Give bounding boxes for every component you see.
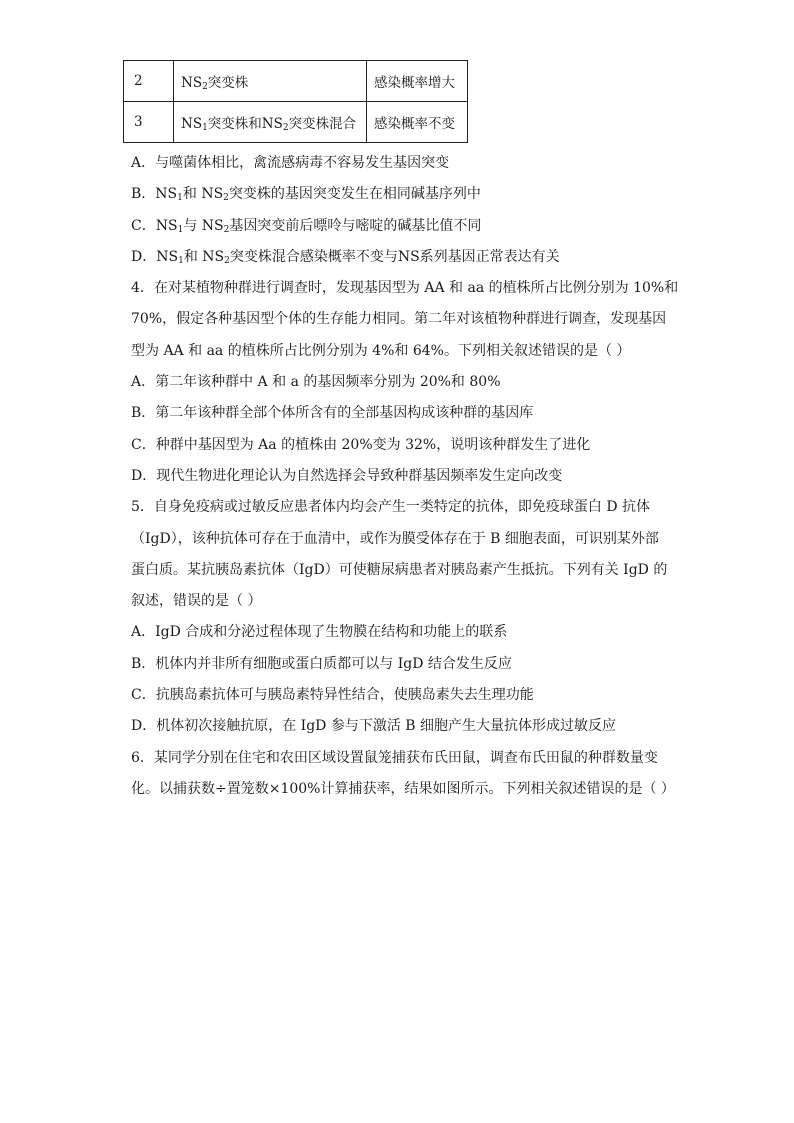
table-cell-strain: $NS_2$突变株 (174, 61, 367, 102)
q5-stem-line: （IgD），该种抗体可存在于血清中，或作为膜受体存在于 B 细胞表面，可识别某外部 (131, 530, 659, 547)
q5-stem-line: 叙述，错误的是（ ） (131, 593, 262, 610)
q4-option-c: C．种群中基因型为 Aa 的植株由 20%变为 32%，说明该种群发生了进化 (131, 436, 591, 453)
q5-option-a: A．IgD 合成和分泌过程体现了生物膜在结构和功能上的联系 (131, 624, 508, 641)
table-cell-number: 3 (124, 102, 174, 143)
q3-option-a: A．与噬菌体相比，禽流感病毒不容易发生基因突变 (131, 155, 450, 171)
q5-option-b: B．机体内并非所有细胞或蛋白质都可以与 IgD 结合发生反应 (131, 655, 512, 672)
q3-option-d: D．$NS_1$和 $NS_2$突变株混合感染概率不变与NS系列基因正常表达有关 (131, 248, 560, 266)
table-cell-strain: $NS_1$突变株和$NS_2$突变株混合 (174, 102, 367, 143)
q4-stem-line: 型为 AA 和 aa 的植株所占比例分别为 4%和 64%。下列相关叙述错误的是（ ） (131, 342, 631, 359)
q5-stem-line: 5．自身免疫病或过敏反应患者体内均会产生一类特定的抗体，即免疫球蛋白 D 抗体 (131, 499, 651, 516)
q6-stem-line: 化。以捕获数÷置笼数×100%计算捕获率，结果如图所示。下列相关叙述错误的是（ ） (131, 780, 675, 797)
q3-option-c: C．$NS_1$与 $NS_2$基因突变前后嘌呤与嘧啶的碱基比值不同 (131, 217, 482, 235)
q4-stem-line: 70%，假定各种基因型个体的生存能力相同。第二年对该植物种群进行调查，发现基因 (131, 311, 667, 328)
table-cell-number: 2 (124, 61, 174, 102)
experiment-table (123, 60, 468, 143)
q4-option-d: D．现代生物进化理论认为自然选择会导致种群基因频率发生定向改变 (131, 467, 563, 484)
q5-stem-line: 蛋白质。某抗胰岛素抗体（IgD）可使糖尿病患者对胰岛素产生抵抗。下列有关 IgD 的 (131, 561, 668, 578)
question-text (131, 148, 679, 805)
q5-option-d: D．机体初次接触抗原，在 IgD 参与下激活 B 细胞产生大量抗体形成过敏反应 (131, 718, 617, 735)
q4-option-a: A．第二年该种群中 A 和 a 的基因频率分别为 20%和 80% (131, 374, 501, 391)
q6-stem-line: 6．某同学分别在住宅和农田区域设置鼠笼捕获布氏田鼠，调查布氏田鼠的种群数量变 (131, 749, 658, 766)
q4-option-b: B．第二年该种群全部个体所含有的全部基因构成该种群的基因库 (131, 405, 534, 422)
table-row (124, 61, 468, 102)
q4-stem-line: 4．在对某植物种群进行调查时，发现基因型为 AA 和 aa 的植株所占比例分别为 10%和 (131, 280, 679, 297)
table-cell-result: 感染概率不变 (367, 102, 468, 143)
table-row (124, 102, 468, 143)
q5-option-c: C．抗胰岛素抗体可与胰岛素特异性结合，使胰岛素失去生理功能 (131, 687, 534, 704)
q3-option-b: B．$NS_1$和 $NS_2$突变株的基因突变发生在相同碱基序列中 (131, 186, 481, 204)
table-cell-result: 感染概率增大 (367, 61, 468, 102)
